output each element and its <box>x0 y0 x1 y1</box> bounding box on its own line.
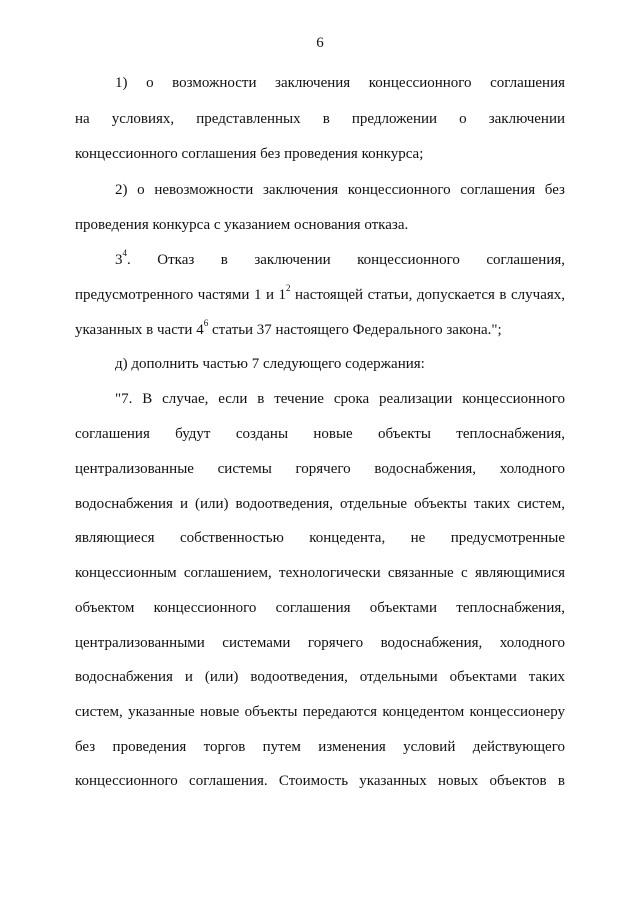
paragraph-line: проведения конкурса с указанием основания отказа. <box>75 217 409 233</box>
paragraph-line: концессионного соглашения. Стоимость указанных новых объектов в <box>75 773 565 789</box>
line-text: настоящей статьи, допускается в случаях, <box>290 287 565 303</box>
line-text: указанных в части 4 <box>75 322 204 338</box>
page-number: 6 <box>316 35 324 51</box>
line-text: статьи 37 настоящего Федерального закона."; <box>208 322 502 338</box>
part-superscript: 6 <box>203 318 209 328</box>
paragraph-line <box>75 318 565 339</box>
paragraph-line: без проведения торгов путем изменения условий действующего <box>75 739 565 755</box>
paragraph-line: концессионного соглашения без проведения конкурса; <box>75 146 424 162</box>
paragraph-line: централизованные системы горячего водоснабжения, холодного <box>75 461 565 477</box>
paragraph-line: систем, указанные новые объекты передаются концедентом концессионеру <box>75 704 565 720</box>
paragraph-line: д) дополнить частью 7 следующего содержания: <box>115 356 425 372</box>
paragraph-line: являющиеся собственностью концедента, не предусмотренные <box>75 530 565 546</box>
paragraph-line <box>115 248 565 269</box>
paragraph-line: водоснабжения и (или) водоотведения, отдельными объектами таких <box>75 669 565 685</box>
paragraph-line <box>75 283 565 304</box>
line-text: предусмотренного частями 1 и 1 <box>75 287 286 303</box>
paragraph-line: 1) о возможности заключения концессионного соглашения <box>115 75 565 91</box>
paragraph-line: водоснабжения и (или) водоотведения, отдельные объекты таких систем, <box>75 496 565 512</box>
paragraph-line: концессионным соглашением, технологически связанные с являющимися <box>75 565 565 581</box>
paragraph-line: 2) о невозможности заключения концессионного соглашения без <box>115 182 565 198</box>
paragraph-line: на условиях, представленных в предложении о заключении <box>75 111 565 127</box>
part-superscript: 2 <box>286 283 291 293</box>
paragraph-line: соглашения будут созданы новые объекты теплоснабжения, <box>75 426 565 442</box>
paragraph-line: объектом концессионного соглашения объектами теплоснабжения, <box>75 600 565 616</box>
paragraph-line: "7. В случае, если в течение срока реализации концессионного <box>115 391 565 407</box>
section-number: 3 <box>115 252 123 268</box>
section-superscript: 4 <box>122 248 127 258</box>
paragraph-line: централизованными системами горячего водоснабжения, холодного <box>75 635 565 651</box>
line-text: . Отказ в заключении концессионного соглашения, <box>127 252 565 268</box>
